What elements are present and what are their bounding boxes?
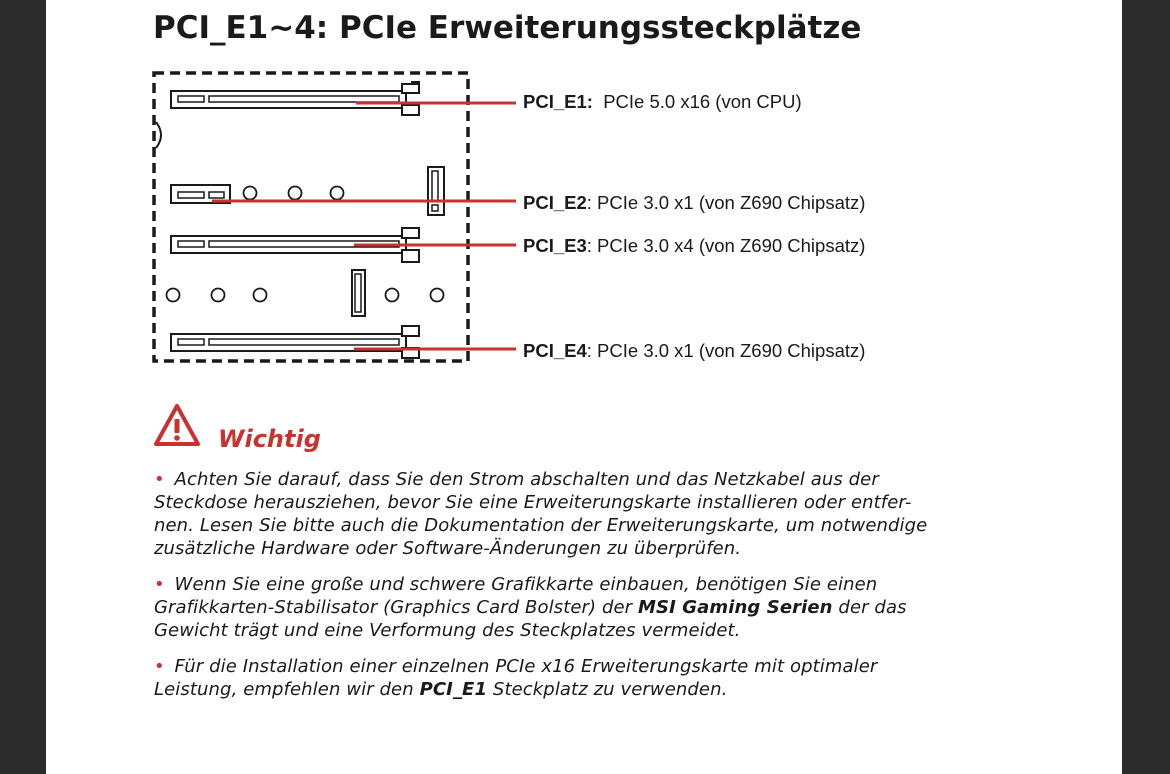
important-notes [154,468,1054,714]
note-line: Wenn Sie eine große und schwere Grafikkarte einbauen, benötigen Sie einen [174,574,878,595]
note-line: Steckdose herausziehen, bevor Sie eine Erweiterungskarte installieren oder entfer- [154,492,912,513]
note-line: Gewicht trägt und eine Verformung des Steckplatzes vermeidet. [154,620,741,641]
slot-name: PCI_E4 [523,340,587,361]
bullet-icon: • [154,656,165,677]
note-line: der das [832,597,907,618]
slot-desc: : PCIe 3.0 x1 (von Z690 Chipsatz) [586,340,866,361]
note-item [154,468,1054,560]
slot-desc: : PCIe 3.0 x4 (von Z690 Chipsatz) [586,235,866,256]
note-line: Grafikkarten-Stabilisator (Graphics Card Bolster) der [154,597,638,618]
slot-pci-e1 [171,82,419,115]
note-line: Für die Installation einer einzelnen PCIe x16 Erweiterungskarte mit optimaler [174,656,878,677]
bullet-icon: • [154,574,165,595]
slot-emphasis: PCI_E1 [419,679,488,700]
page-title: PCI_E1~4: PCIe Erweiterungssteckplätze [153,10,862,46]
slot-name: PCI_E3 [523,235,587,256]
bullet-icon: • [154,469,165,490]
m2-connector-top [428,167,444,215]
slot-label-pci-e3 [523,235,865,257]
note-line: Leistung, empfehlen wir den [154,679,420,700]
brand-emphasis: MSI Gaming Serien [638,597,833,618]
note-item [154,655,1054,701]
slot-pci-e4 [171,326,419,358]
note-line: Achten Sie darauf, dass Sie den Strom abschalten und das Netzkabel aus der [174,469,879,490]
document-page [46,0,1122,774]
standoff-row [167,270,444,316]
slot-desc: : PCIe 3.0 x1 (von Z690 Chipsatz) [586,192,866,213]
note-line: Steckplatz zu verwenden. [487,679,728,700]
board-outline [154,73,468,361]
important-title: Wichtig [218,425,321,453]
pcie-slot-diagram [46,0,1122,380]
slot-name: PCI_E2 [523,192,587,213]
slot-label-pci-e2 [523,192,865,214]
note-line: nen. Lesen Sie bitte auch die Dokumentation der Erweiterungskarte, um notwendige [154,515,928,536]
board-notch [156,122,161,148]
warning-icon [153,402,201,458]
slot-label-pci-e1 [523,91,802,113]
note-item [154,573,1054,642]
note-line: zusätzliche Hardware oder Software-Änderungen zu überprüfen. [154,538,742,559]
slot-desc: PCIe 5.0 x16 (von CPU) [603,91,802,112]
slot-name: PCI_E1: [523,91,593,112]
slot-label-pci-e4 [523,340,865,362]
